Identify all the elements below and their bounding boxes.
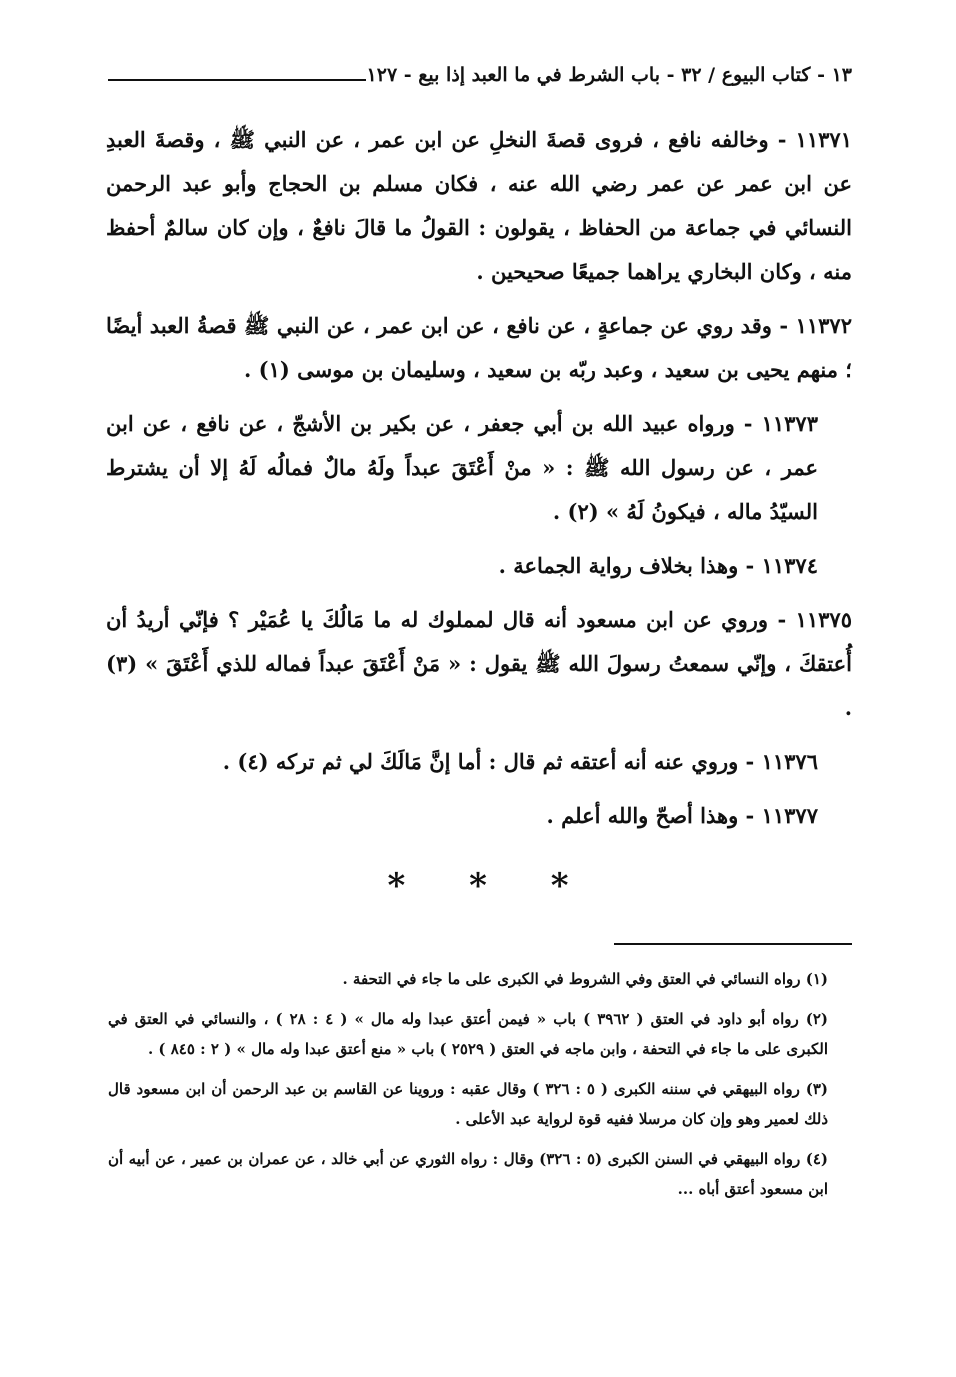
header-rule [108, 79, 366, 81]
main-text [106, 118, 852, 848]
page-header [108, 62, 852, 92]
footnotes [108, 964, 852, 1214]
running-title: ١٣ - كتاب البيوع / ٣٢ - باب الشرط في ما العبد إذا بيع - ١٢٧ [366, 64, 852, 86]
footnote-3: (٣) رواه البيهقي في سننه الكبرى ( ٥ : ٣٢٦ ) وقال عقبه : وروينا عن القاسم بن عبد الرحمن أن ابن مسعود قال ذلك لعمير وهو وإن كان مرسلا ففيه قوة لرواية عبد الأعلى . [108, 1080, 828, 1128]
footnote-2: (٢) رواه أبو داود في العتق ( ٣٩٦٢ ) باب « فيمن أعتق عبدا وله مال » ( ٤ : ٢٨ ) ، والنسائي في العتق في الكبرى على ما جاء في التحفة ، وابن ماجه في العتق ( ٢٥٢٩ ) باب « منع أعتق عبدا وله مال » ( ٢ : ٨٤٥ ) . [108, 1010, 829, 1058]
paragraph-11376: ١١٣٧٦ - وروي عنه أنه أعتقه ثم قال : أما إنَّ مَالَكَ لي ثم تركه (٤) . [222, 749, 818, 774]
paragraph-11374: ١١٣٧٤ - وهذا بخلاف رواية الجماعة . [498, 553, 818, 578]
footnote-rule [614, 943, 852, 945]
separator-star: * [550, 866, 569, 906]
separator-star: * [387, 866, 406, 906]
section-separator [0, 866, 956, 906]
paragraph-11372: ١١٣٧٢ - وقد روي عن جماعةٍ ، عن نافع ، عن ابن عمر ، عن النبي ﷺ قصةُ العبد أيضًا ؛ منهم يحيى بن سعيد ، وعبد ربّه بن سعيد ، وسليمان بن موسى (١) . [106, 313, 852, 382]
paragraph-11375: ١١٣٧٥ - وروي عن ابن مسعود أنه قال لمملوك له ما مَالُكَ يا عُمَيْر ؟ فإنّي أريدُ أن أُعتقكَ ، وإنّي سمعتُ رسولَ الله ﷺ يقول : « مَنْ أَعْتَقَ عبداً فماله للذي أَعْتَقَ » (٣) . [106, 607, 852, 720]
paragraph-11371: ١١٣٧١ - وخالفه نافع ، فروى قصةَ النخلِ عن ابن عمر ، عن النبي ﷺ ، وقصةَ العبدِ عن ابن عمر عن عمر رضي الله عنه ، فكان مسلم بن الحجاج وأبو عبد الرحمن النسائي في جماعة من الحفاظ ، يقولون : القولُ ما قالَ نافعٌ ، وإن كان سالمٌ أحفظ منه ، وكان البخاري يراهما جميعًا صحيحين . [106, 127, 852, 284]
paragraph-11373: ١١٣٧٣ - ورواه عبيد الله بن أبي جعفر ، عن بكير بن الأشجّ ، عن نافع ، عن ابن عمر ، عن رسول الله ﷺ : « منْ أَعْتَقَ عبداً ولَهُ مالٌ فمالُه لَهُ إلا أن يشترط السيّدُ ماله ، فيكونُ لَهُ » (٢) . [106, 411, 818, 524]
footnote-4: (٤) رواه البيهقي في السنن الكبرى (٥ : ٣٢٦) وقال : رواه الثوري عن أبي خالد ، عن عمران بن عمير ، عن أبيه أن ابن مسعود أعتق أباه ... [108, 1150, 829, 1198]
separator-star: * [469, 866, 487, 906]
footnote-1: (١) رواه النسائي في العتق وفي الشروط في الكبرى على ما جاء في التحفة . [342, 970, 828, 988]
paragraph-11377: ١١٣٧٧ - وهذا أصحّ والله أعلم . [546, 803, 818, 828]
